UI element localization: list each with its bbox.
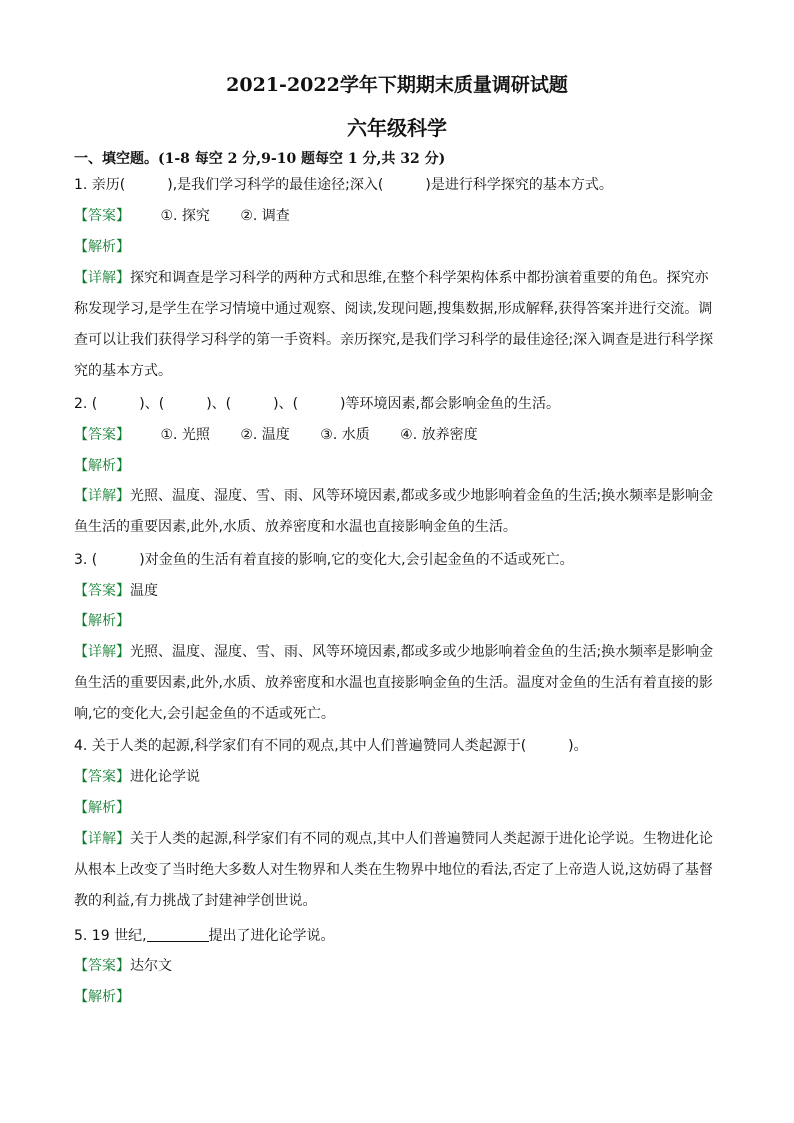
question-3: 3. ( )对金鱼的生活有着直接的影响,它的变化大,会引起金鱼的不适或死亡。 — [74, 552, 574, 568]
question-1: 1. 亲历( ),是我们学习科学的最佳途径;深入( )是进行科学探究的基本方式。 — [74, 177, 613, 193]
analysis-label: 【解析】 — [74, 239, 130, 255]
answer-option: ③. 水质 — [320, 427, 370, 443]
analysis-label-5 — [74, 989, 722, 1005]
answer-text: 达尔文 — [130, 958, 172, 974]
answer-option: ①. 光照 — [160, 427, 210, 443]
question-5 — [74, 927, 722, 944]
detail-3 — [74, 637, 720, 730]
analysis-label-1 — [74, 239, 722, 255]
answer-row-4 — [74, 769, 722, 785]
detail-4 — [74, 824, 720, 917]
answer-label: 【答案】 — [74, 958, 130, 974]
analysis-label: 【解析】 — [74, 458, 130, 474]
detail-2 — [74, 481, 720, 543]
answer-row-2 — [74, 427, 722, 443]
answer-label: 【答案】 — [74, 427, 130, 443]
answer-option: ④. 放养密度 — [400, 427, 478, 443]
answer-row-1 — [74, 208, 722, 224]
analysis-label: 【解析】 — [74, 800, 130, 816]
answer-label: 【答案】 — [74, 208, 130, 224]
answer-option: ②. 温度 — [240, 427, 290, 443]
detail-label: 【详解】 — [74, 270, 130, 286]
detail-1 — [74, 263, 720, 387]
answer-row-5 — [74, 958, 722, 974]
analysis-label: 【解析】 — [74, 613, 130, 629]
analysis-label-2 — [74, 458, 722, 474]
answer-label: 【答案】 — [74, 769, 130, 785]
answer-option: ②. 调查 — [240, 208, 290, 224]
answer-row-3 — [74, 583, 722, 599]
fill-blank — [147, 927, 209, 942]
analysis-label-3 — [74, 613, 722, 629]
document-title: 2021-2022学年下期期末质量调研试题 — [226, 74, 568, 96]
document-subtitle: 六年级科学 — [347, 116, 447, 140]
analysis-label-4 — [74, 800, 722, 816]
detail-label: 【详解】 — [74, 488, 130, 504]
question-5-text-after: 提出了进化论学说。 — [208, 928, 335, 944]
answer-option: ①. 探究 — [160, 208, 210, 224]
detail-text: 关于人类的起源,科学家们有不同的观点,其中人们普遍赞同人类起源于进化论学说。生物进化论从根本上改变了当时绝大多数人对生物界和人类在生物界中地位的看法,否定了上帝造人说,这妨碍了基督教的利益,有力挑战了封建神学创世说。 — [74, 831, 713, 909]
detail-text: 光照、温度、湿度、雪、雨、风等环境因素,都或多或少地影响着金鱼的生活;换水频率是影响金鱼生活的重要因素,此外,水质、放养密度和水温也直接影响金鱼的生活。 — [74, 488, 714, 535]
analysis-label: 【解析】 — [74, 989, 130, 1005]
detail-label: 【详解】 — [74, 644, 130, 660]
question-5-text-before: 5. 19 世纪, — [74, 928, 147, 944]
detail-label: 【详解】 — [74, 831, 130, 847]
question-2: 2. ( )、( )、( )、( )等环境因素,都会影响金鱼的生活。 — [74, 396, 560, 412]
section-heading: 一、填空题。(1-8 每空 2 分,9-10 题每空 1 分,共 32 分) — [74, 151, 446, 167]
question-4: 4. 关于人类的起源,科学家们有不同的观点,其中人们普遍赞同人类起源于( )。 — [74, 738, 588, 754]
answer-text: 温度 — [130, 583, 158, 599]
detail-text: 探究和调查是学习科学的两种方式和思维,在整个科学架构体系中都扮演着重要的角色。探究亦称发现学习,是学生在学习情境中通过观察、阅读,发现问题,搜集数据,形成解释,获得答案并进行交流。调查可以让我们获得学习科学的第一手资料。亲历探究,是我们学习科学的最佳途径;深入调查是进行科学探究的基本方式。 — [74, 270, 714, 379]
answer-text: 进化论学说 — [130, 769, 200, 785]
answer-label: 【答案】 — [74, 583, 130, 599]
detail-text: 光照、温度、湿度、雪、雨、风等环境因素,都或多或少地影响着金鱼的生活;换水频率是影响金鱼生活的重要因素,此外,水质、放养密度和水温也直接影响金鱼的生活。温度对金鱼的生活有着直接的影响,它的变化大,会引起金鱼的不适或死亡。 — [74, 644, 714, 722]
